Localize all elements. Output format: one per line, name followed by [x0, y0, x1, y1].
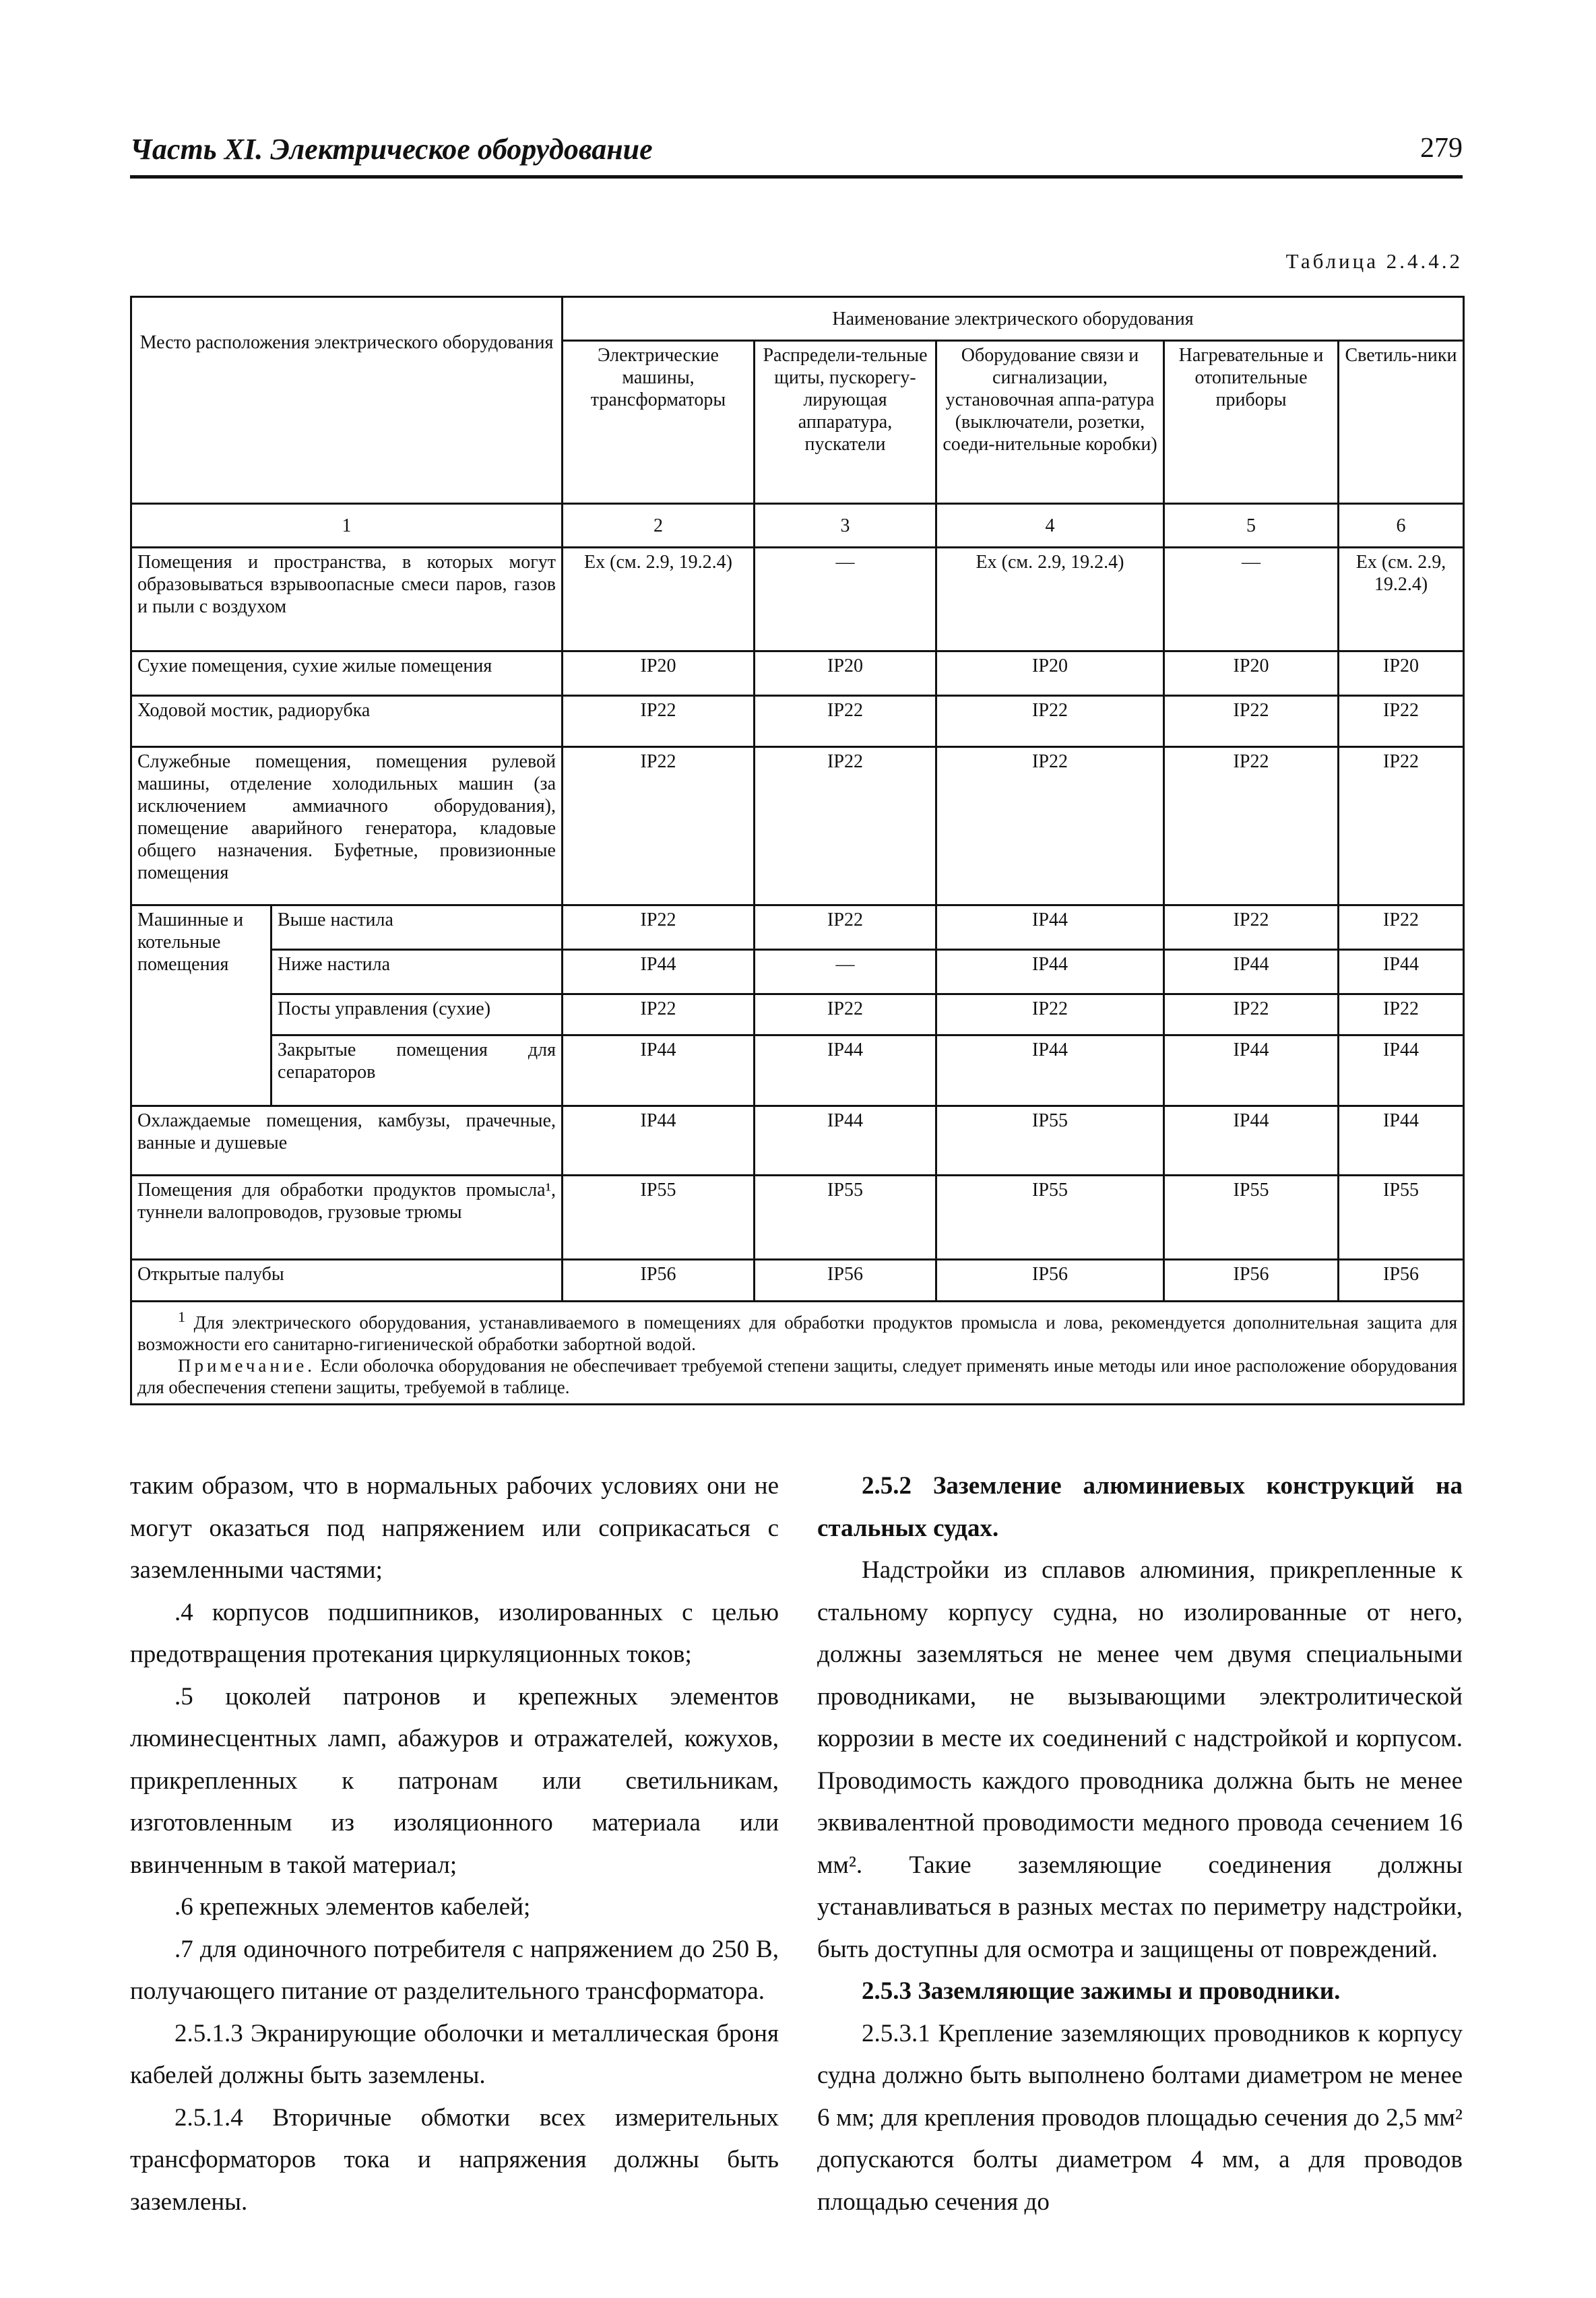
row-value: Ex (см. 2.9, 19.2.4) — [936, 548, 1164, 651]
section-heading-2-5-2: 2.5.2 Заземление алюминиевых конструкций на стальных судах. — [817, 1472, 1463, 1542]
row-value: IP44 — [755, 1035, 936, 1106]
row-location: Ходовой мостик, радиорубка — [131, 696, 563, 747]
row-value: Ex (см. 2.9, 19.2.4) — [1339, 548, 1464, 651]
column-number: 1 — [131, 504, 563, 548]
footnote-text — [137, 1306, 1457, 1355]
equipment-header: Светиль-ники — [1339, 341, 1464, 504]
row-value: IP22 — [563, 905, 755, 950]
row-value: IP44 — [1339, 1035, 1464, 1106]
row-value: IP56 — [1339, 1260, 1464, 1302]
row-value: IP22 — [755, 747, 936, 905]
note-body: Если оболочка оборудования не обеспечивает требуемой степени защиты, следует применять иные методы или иное расположение оборудования для обеспечения степени защиты, требуемой в таблице. — [137, 1355, 1458, 1397]
row-value: IP44 — [1339, 1106, 1464, 1176]
col-header-location: Место расположения электрического оборудования — [131, 297, 563, 504]
row-location: Служебные помещения, помещения рулевой машины, отделение холодильных машин (за исключением аммиачного оборудования), помещение аварийного генератора, кладовые общего назначения. Буфетные, провизионные помещения — [131, 747, 563, 905]
left-paragraph: таким образом, что в нормальных рабочих условиях они не могут оказаться под напряжением или соприкасаться с заземленными частями; — [130, 1472, 779, 1584]
left-paragraph: 2.5.1.3 Экранирующие оболочки и металлическая броня кабелей должны быть заземлены. — [130, 2019, 779, 2089]
table-row — [131, 1035, 1464, 1106]
table-footnote — [131, 1302, 1464, 1405]
row-value: IP22 — [936, 747, 1164, 905]
row-value: IP44 — [1164, 1035, 1339, 1106]
row-value: IP22 — [936, 696, 1164, 747]
table-row — [131, 1106, 1464, 1176]
row-location: Ниже настила — [272, 950, 563, 994]
row-value: IP22 — [1339, 696, 1464, 747]
row-location: Помещения для обработки продуктов промысла¹, туннели валопроводов, грузовые трюмы — [131, 1176, 563, 1260]
row-value: IP56 — [563, 1260, 755, 1302]
table-row — [131, 747, 1464, 905]
row-value: IP44 — [1164, 950, 1339, 994]
row-value: IP20 — [755, 651, 936, 696]
row-value: IP22 — [755, 994, 936, 1035]
running-header — [130, 132, 1463, 179]
row-value: — — [755, 548, 936, 651]
table-footnote-row — [131, 1302, 1464, 1405]
table-note — [137, 1355, 1457, 1398]
left-paragraph: 2.5.1.4 Вторичные обмотки всех измерительных трансформаторов тока и напряжения должны быть заземлены. — [130, 2103, 779, 2216]
row-value: IP55 — [1164, 1176, 1339, 1260]
footnote-body: Для электрического оборудования, устанавливаемого в помещениях для обработки продуктов промысла и лова, рекомендуется дополнительная защита для возможности его санитарно-гигиенической обработки забортной водой. — [137, 1312, 1458, 1354]
row-value: IP22 — [1164, 696, 1339, 747]
table-row — [131, 696, 1464, 747]
row-value: IP44 — [936, 1035, 1164, 1106]
row-value: IP44 — [1164, 1106, 1339, 1176]
row-value: IP22 — [1164, 994, 1339, 1035]
row-value: IP44 — [755, 1106, 936, 1176]
row-value: Ex (см. 2.9, 19.2.4) — [563, 548, 755, 651]
footnote-mark: 1 — [178, 1308, 186, 1325]
equipment-header: Распредели-тельные щиты, пускорегу-лирующая аппаратура, пускатели — [755, 341, 936, 504]
row-value: — — [1164, 548, 1339, 651]
row-value: IP22 — [563, 994, 755, 1035]
row-value: IP22 — [1164, 905, 1339, 950]
column-number: 6 — [1339, 504, 1464, 548]
row-value: IP44 — [563, 1106, 755, 1176]
column-number: 4 — [936, 504, 1164, 548]
row-value: IP22 — [563, 696, 755, 747]
right-text-column — [817, 1465, 1463, 2223]
row-value: — — [755, 950, 936, 994]
row-value: IP56 — [936, 1260, 1164, 1302]
row-location: Помещения и пространства, в которых могут образовываться взрывоопасные смеси паров, газов и пыли с воздухом — [131, 548, 563, 651]
table-row — [131, 1260, 1464, 1302]
table-row — [131, 905, 1464, 950]
table-row — [131, 651, 1464, 696]
row-value: IP44 — [936, 905, 1164, 950]
row-location: Сухие помещения, сухие жилые помещения — [131, 651, 563, 696]
row-value: IP22 — [1164, 747, 1339, 905]
table-row — [131, 950, 1464, 994]
equipment-header: Электрические машины, трансформаторы — [563, 341, 755, 504]
row-value: IP44 — [563, 950, 755, 994]
left-paragraph: .5 цоколей патронов и крепежных элементов люминесцентных ламп, абажуров и отражателей, кожухов, прикрепленных к патронам или светильникам, изготовленным из изоляционного материала или ввинченным в такой материал; — [130, 1682, 779, 1879]
row-value: IP22 — [1339, 905, 1464, 950]
row-location: Посты управления (сухие) — [272, 994, 563, 1035]
equipment-header: Оборудование связи и сигнализации, установочная аппа-ратура (выключатели, розетки, соеди-нительные коробки) — [936, 341, 1164, 504]
column-number: 2 — [563, 504, 755, 548]
table-caption: Таблица 2.4.4.2 — [1285, 249, 1463, 273]
paragraph-2-5-2: Надстройки из сплавов алюминия, прикрепленные к стальному корпусу судна, но изолированные от него, должны заземляться не менее чем двумя специальными проводниками, не вызывающими электролитической коррозии в месте их соединений с надстройкой и корпусом. Проводимость каждого проводника должна быть не менее эквивалентной проводимости медного провода сечением 16 мм². Такие заземляющие соединения должны устанавливаться в разных местах по периметру надстройки, быть доступны для осмотра и защищены от повреждений. — [817, 1556, 1463, 1963]
row-location: Открытые палубы — [131, 1260, 563, 1302]
row-value: IP22 — [936, 994, 1164, 1035]
row-value: IP56 — [755, 1260, 936, 1302]
row-value: IP22 — [755, 696, 936, 747]
table-row — [131, 548, 1464, 651]
left-paragraph: .6 крепежных элементов кабелей; — [174, 1893, 531, 1921]
equipment-header: Нагревательные и отопительные приборы — [1164, 341, 1339, 504]
row-value: IP20 — [1339, 651, 1464, 696]
row-value: IP55 — [936, 1106, 1164, 1176]
note-label: Примечание. — [178, 1355, 316, 1376]
row-value: IP20 — [1164, 651, 1339, 696]
column-number: 5 — [1164, 504, 1339, 548]
group-header-equipment: Наименование электрического оборудования — [563, 297, 1464, 341]
row-value: IP56 — [1164, 1260, 1339, 1302]
protection-table — [130, 296, 1465, 1405]
row-value: IP55 — [755, 1176, 936, 1260]
column-number: 3 — [755, 504, 936, 548]
paragraph-2-5-3-1: 2.5.3.1 Крепление заземляющих проводников к корпусу судна должно быть выполнено болтами диаметром не менее 6 мм; для крепления проводов площадью сечения до 2,5 мм² допускаются болты диаметром 4 мм, а для проводов площадью сечения до — [817, 2019, 1463, 2216]
row-value: IP20 — [936, 651, 1164, 696]
row-value: IP22 — [755, 905, 936, 950]
running-header-title: Часть XI. Электрическое оборудование — [130, 133, 653, 166]
row-value: IP44 — [563, 1035, 755, 1106]
machinery-group-label: Машинные и котельные помещения — [131, 905, 272, 1106]
table-row — [131, 994, 1464, 1035]
row-location: Выше настила — [272, 905, 563, 950]
left-text-column — [130, 1465, 779, 2223]
row-location: Охлаждаемые помещения, камбузы, прачечные, ванные и душевые — [131, 1106, 563, 1176]
page-number: 279 — [1420, 133, 1463, 164]
left-paragraph: .7 для одиночного потребителя с напряжением до 250 В, получающего питание от разделительного трансформатора. — [130, 1935, 779, 2005]
table-row — [131, 1176, 1464, 1260]
row-value: IP44 — [1339, 950, 1464, 994]
row-value: IP22 — [1339, 994, 1464, 1035]
row-value: IP22 — [1339, 747, 1464, 905]
row-value: IP55 — [1339, 1176, 1464, 1260]
left-paragraph: .4 корпусов подшипников, изолированных с целью предотвращения протекания циркуляционных токов; — [130, 1598, 779, 1668]
row-value: IP55 — [936, 1176, 1164, 1260]
row-value: IP55 — [563, 1176, 755, 1260]
row-value: IP44 — [936, 950, 1164, 994]
row-value: IP20 — [563, 651, 755, 696]
section-heading-2-5-3: 2.5.3 Заземляющие зажимы и проводники. — [862, 1977, 1341, 2005]
row-value: IP22 — [563, 747, 755, 905]
row-location: Закрытые помещения для сепараторов — [272, 1035, 563, 1106]
